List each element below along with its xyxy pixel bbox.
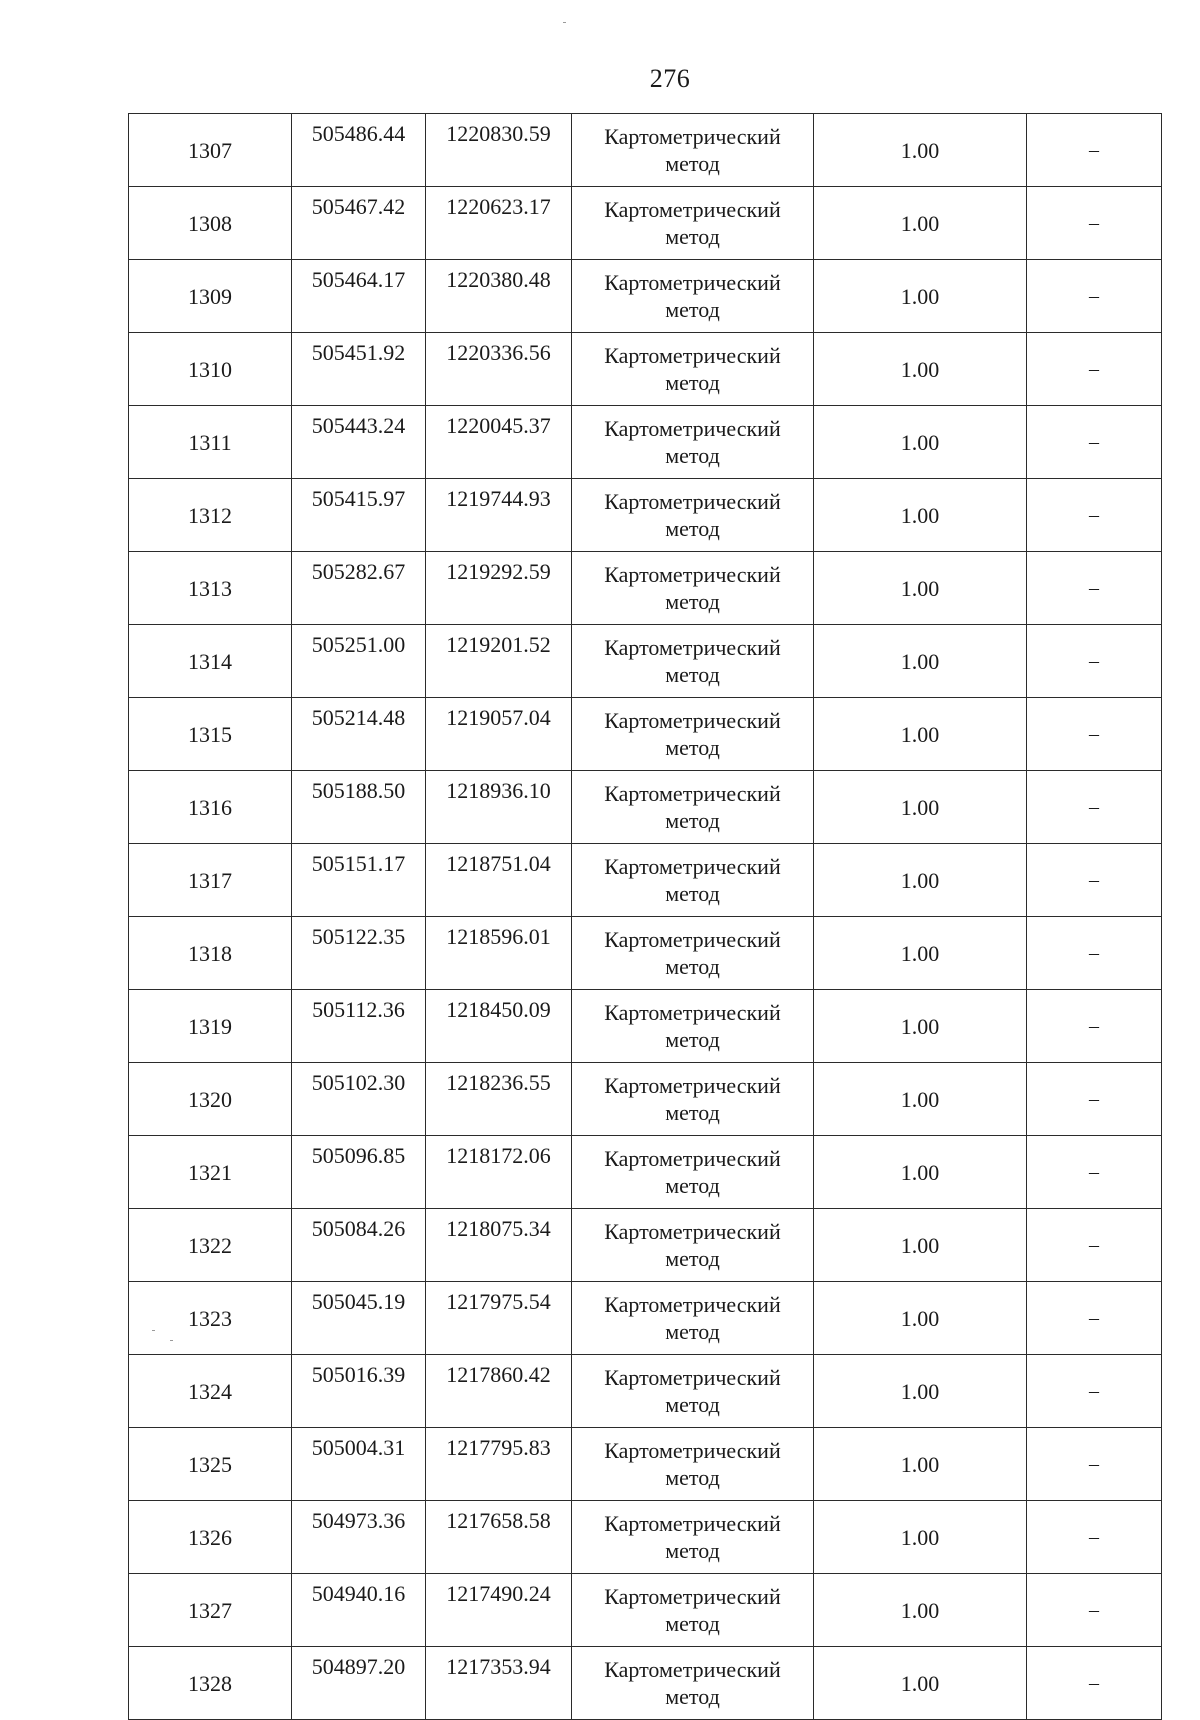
table-row (129, 990, 1162, 1063)
note-cell: – (1027, 1574, 1162, 1647)
point-number-cell: 1315 (129, 698, 292, 771)
scan-speck (170, 1340, 173, 1341)
method-line-1: Картометрический (604, 416, 781, 441)
method-line-2: метод (665, 224, 720, 249)
method-line-2: метод (665, 1538, 720, 1563)
y-coordinate-cell: 1218172.06 (426, 1136, 572, 1209)
method-line-1: Картометрический (604, 124, 781, 149)
method-line-1: Картометрический (604, 1511, 781, 1536)
note-cell: – (1027, 844, 1162, 917)
accuracy-cell: 1.00 (814, 698, 1027, 771)
method-line-2: метод (665, 1465, 720, 1490)
point-number-cell: 1312 (129, 479, 292, 552)
method-line-1: Картометрический (604, 1146, 781, 1171)
accuracy-cell: 1.00 (814, 625, 1027, 698)
note-cell: – (1027, 1063, 1162, 1136)
note-cell: – (1027, 479, 1162, 552)
method-line-1: Картометрический (604, 1292, 781, 1317)
note-cell: – (1027, 114, 1162, 187)
point-number-cell: 1311 (129, 406, 292, 479)
table-row (129, 1136, 1162, 1209)
x-coordinate-cell: 504973.36 (292, 1501, 426, 1574)
y-coordinate-cell: 1217975.54 (426, 1282, 572, 1355)
method-line-2: метод (665, 589, 720, 614)
point-number-cell: 1327 (129, 1574, 292, 1647)
method-line-1: Картометрический (604, 1657, 781, 1682)
method-line-1: Картометрический (604, 1000, 781, 1025)
method-cell (572, 479, 814, 552)
method-line-2: метод (665, 1611, 720, 1636)
point-number-cell: 1328 (129, 1647, 292, 1720)
method-line-1: Картометрический (604, 270, 781, 295)
note-cell: – (1027, 917, 1162, 990)
note-cell: – (1027, 187, 1162, 260)
x-coordinate-cell: 505467.42 (292, 187, 426, 260)
y-coordinate-cell: 1219744.93 (426, 479, 572, 552)
method-line-1: Картометрический (604, 489, 781, 514)
accuracy-cell: 1.00 (814, 1501, 1027, 1574)
method-cell (572, 990, 814, 1063)
note-cell: – (1027, 1282, 1162, 1355)
point-number-cell: 1319 (129, 990, 292, 1063)
accuracy-cell: 1.00 (814, 1428, 1027, 1501)
method-cell (572, 114, 814, 187)
note-cell: – (1027, 771, 1162, 844)
method-line-2: метод (665, 1173, 720, 1198)
method-line-2: метод (665, 1392, 720, 1417)
method-cell (572, 260, 814, 333)
method-line-2: метод (665, 808, 720, 833)
x-coordinate-cell: 505282.67 (292, 552, 426, 625)
method-line-2: метод (665, 1246, 720, 1271)
x-coordinate-cell: 505486.44 (292, 114, 426, 187)
point-number-cell: 1314 (129, 625, 292, 698)
y-coordinate-cell: 1217490.24 (426, 1574, 572, 1647)
method-cell (572, 1355, 814, 1428)
point-number-cell: 1320 (129, 1063, 292, 1136)
point-number-cell: 1313 (129, 552, 292, 625)
table-row (129, 1209, 1162, 1282)
method-line-2: метод (665, 1100, 720, 1125)
x-coordinate-cell: 505084.26 (292, 1209, 426, 1282)
scan-speck (563, 22, 566, 23)
note-cell: – (1027, 990, 1162, 1063)
y-coordinate-cell: 1220623.17 (426, 187, 572, 260)
method-cell (572, 552, 814, 625)
method-line-1: Картометрический (604, 562, 781, 587)
method-line-2: метод (665, 151, 720, 176)
point-number-cell: 1310 (129, 333, 292, 406)
method-line-1: Картометрический (604, 1365, 781, 1390)
table-row (129, 698, 1162, 771)
x-coordinate-cell: 505045.19 (292, 1282, 426, 1355)
method-cell (572, 698, 814, 771)
accuracy-cell: 1.00 (814, 1282, 1027, 1355)
accuracy-cell: 1.00 (814, 406, 1027, 479)
y-coordinate-cell: 1217658.58 (426, 1501, 572, 1574)
coordinates-table (128, 113, 1162, 1720)
x-coordinate-cell: 505151.17 (292, 844, 426, 917)
method-cell (572, 844, 814, 917)
note-cell: – (1027, 698, 1162, 771)
method-line-1: Картометрический (604, 635, 781, 660)
table-row (129, 552, 1162, 625)
table-row (129, 1355, 1162, 1428)
table-row (129, 771, 1162, 844)
method-line-1: Картометрический (604, 1438, 781, 1463)
table-row (129, 1428, 1162, 1501)
table-row (129, 1063, 1162, 1136)
method-cell (572, 406, 814, 479)
table-row (129, 114, 1162, 187)
accuracy-cell: 1.00 (814, 1355, 1027, 1428)
method-cell (572, 1136, 814, 1209)
method-line-1: Картометрический (604, 781, 781, 806)
method-line-1: Картометрический (604, 343, 781, 368)
y-coordinate-cell: 1219201.52 (426, 625, 572, 698)
accuracy-cell: 1.00 (814, 114, 1027, 187)
point-number-cell: 1322 (129, 1209, 292, 1282)
method-line-2: метод (665, 1684, 720, 1709)
x-coordinate-cell: 505004.31 (292, 1428, 426, 1501)
method-line-1: Картометрический (604, 927, 781, 952)
point-number-cell: 1321 (129, 1136, 292, 1209)
accuracy-cell: 1.00 (814, 552, 1027, 625)
method-cell (572, 187, 814, 260)
accuracy-cell: 1.00 (814, 187, 1027, 260)
method-cell (572, 1501, 814, 1574)
page-number: 276 (649, 64, 691, 93)
method-cell (572, 1063, 814, 1136)
note-cell: – (1027, 406, 1162, 479)
method-line-2: метод (665, 1027, 720, 1052)
y-coordinate-cell: 1218936.10 (426, 771, 572, 844)
note-cell: – (1027, 260, 1162, 333)
x-coordinate-cell: 504897.20 (292, 1647, 426, 1720)
method-line-2: метод (665, 735, 720, 760)
method-cell (572, 1428, 814, 1501)
x-coordinate-cell: 505102.30 (292, 1063, 426, 1136)
point-number-cell: 1308 (129, 187, 292, 260)
method-line-2: метод (665, 954, 720, 979)
method-cell (572, 1647, 814, 1720)
note-cell: – (1027, 1428, 1162, 1501)
method-line-1: Картометрический (604, 1073, 781, 1098)
method-line-1: Картометрический (604, 197, 781, 222)
table-row (129, 406, 1162, 479)
table-row (129, 1574, 1162, 1647)
method-line-1: Картометрический (604, 1584, 781, 1609)
table-row (129, 625, 1162, 698)
y-coordinate-cell: 1218751.04 (426, 844, 572, 917)
accuracy-cell: 1.00 (814, 1209, 1027, 1282)
x-coordinate-cell: 505188.50 (292, 771, 426, 844)
point-number-cell: 1324 (129, 1355, 292, 1428)
y-coordinate-cell: 1220045.37 (426, 406, 572, 479)
x-coordinate-cell: 505016.39 (292, 1355, 426, 1428)
y-coordinate-cell: 1217860.42 (426, 1355, 572, 1428)
x-coordinate-cell: 505464.17 (292, 260, 426, 333)
table-row (129, 187, 1162, 260)
y-coordinate-cell: 1219292.59 (426, 552, 572, 625)
accuracy-cell: 1.00 (814, 333, 1027, 406)
note-cell: – (1027, 1647, 1162, 1720)
y-coordinate-cell: 1219057.04 (426, 698, 572, 771)
y-coordinate-cell: 1220830.59 (426, 114, 572, 187)
x-coordinate-cell: 505096.85 (292, 1136, 426, 1209)
accuracy-cell: 1.00 (814, 1063, 1027, 1136)
y-coordinate-cell: 1218075.34 (426, 1209, 572, 1282)
method-cell (572, 1574, 814, 1647)
accuracy-cell: 1.00 (814, 1136, 1027, 1209)
accuracy-cell: 1.00 (814, 260, 1027, 333)
y-coordinate-cell: 1218236.55 (426, 1063, 572, 1136)
method-cell (572, 333, 814, 406)
y-coordinate-cell: 1217795.83 (426, 1428, 572, 1501)
x-coordinate-cell: 505451.92 (292, 333, 426, 406)
method-line-2: метод (665, 370, 720, 395)
x-coordinate-cell: 505214.48 (292, 698, 426, 771)
method-line-1: Картометрический (604, 708, 781, 733)
coordinates-table-body (129, 114, 1162, 1720)
note-cell: – (1027, 552, 1162, 625)
y-coordinate-cell: 1217353.94 (426, 1647, 572, 1720)
method-cell (572, 1282, 814, 1355)
method-line-2: метод (665, 662, 720, 687)
x-coordinate-cell: 504940.16 (292, 1574, 426, 1647)
method-line-2: метод (665, 1319, 720, 1344)
x-coordinate-cell: 505443.24 (292, 406, 426, 479)
accuracy-cell: 1.00 (814, 1647, 1027, 1720)
method-cell (572, 771, 814, 844)
accuracy-cell: 1.00 (814, 990, 1027, 1063)
point-number-cell: 1316 (129, 771, 292, 844)
accuracy-cell: 1.00 (814, 771, 1027, 844)
x-coordinate-cell: 505112.36 (292, 990, 426, 1063)
note-cell: – (1027, 1209, 1162, 1282)
point-number-cell: 1307 (129, 114, 292, 187)
y-coordinate-cell: 1218450.09 (426, 990, 572, 1063)
point-number-cell: 1326 (129, 1501, 292, 1574)
point-number-cell: 1325 (129, 1428, 292, 1501)
method-line-1: Картометрический (604, 1219, 781, 1244)
accuracy-cell: 1.00 (814, 844, 1027, 917)
x-coordinate-cell: 505251.00 (292, 625, 426, 698)
x-coordinate-cell: 505122.35 (292, 917, 426, 990)
accuracy-cell: 1.00 (814, 917, 1027, 990)
method-cell (572, 625, 814, 698)
point-number-cell: 1317 (129, 844, 292, 917)
table-row (129, 1282, 1162, 1355)
table-row (129, 479, 1162, 552)
method-line-1: Картометрический (604, 854, 781, 879)
accuracy-cell: 1.00 (814, 479, 1027, 552)
point-number-cell: 1309 (129, 260, 292, 333)
table-row (129, 1647, 1162, 1720)
y-coordinate-cell: 1218596.01 (426, 917, 572, 990)
y-coordinate-cell: 1220380.48 (426, 260, 572, 333)
method-line-2: метод (665, 881, 720, 906)
scan-speck (152, 1330, 155, 1331)
table-row (129, 260, 1162, 333)
method-line-2: метод (665, 297, 720, 322)
note-cell: – (1027, 1136, 1162, 1209)
method-line-2: метод (665, 516, 720, 541)
method-line-2: метод (665, 443, 720, 468)
method-cell (572, 1209, 814, 1282)
point-number-cell: 1323 (129, 1282, 292, 1355)
table-row (129, 1501, 1162, 1574)
note-cell: – (1027, 333, 1162, 406)
table-row (129, 333, 1162, 406)
note-cell: – (1027, 1501, 1162, 1574)
y-coordinate-cell: 1220336.56 (426, 333, 572, 406)
x-coordinate-cell: 505415.97 (292, 479, 426, 552)
point-number-cell: 1318 (129, 917, 292, 990)
note-cell: – (1027, 1355, 1162, 1428)
table-row (129, 917, 1162, 990)
method-cell (572, 917, 814, 990)
accuracy-cell: 1.00 (814, 1574, 1027, 1647)
table-row (129, 844, 1162, 917)
note-cell: – (1027, 625, 1162, 698)
